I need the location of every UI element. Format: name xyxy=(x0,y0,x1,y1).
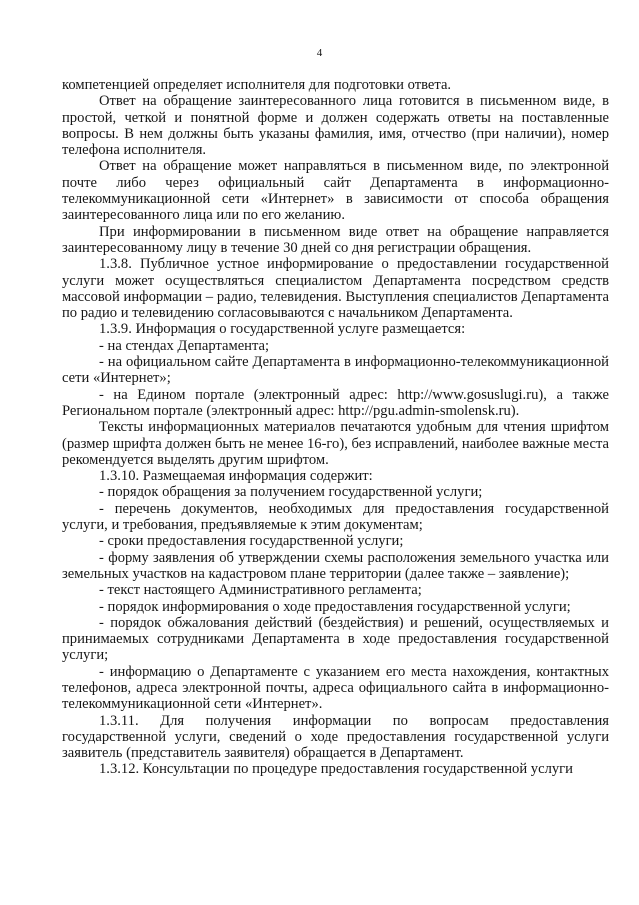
paragraph-1-3-9: 1.3.9. Информация о государственной услуге размещается: xyxy=(99,321,466,338)
list-item-documents: - перечень документов, необходимых для предоставления государственной услуги, и требования, предъявляемые к этим документам; xyxy=(62,500,609,534)
page-number: 4 xyxy=(316,47,323,59)
paragraph-1-3-10: 1.3.10. Размещаемая информация содержит: xyxy=(99,468,373,485)
list-item-official-site: - на официальном сайте Департамента в информационно-телекоммуникационной сети «Интернет»; xyxy=(62,354,609,387)
paragraph-1-3-8: 1.3.8. Публичное устное информирование о предоставлении государственной услуги может осуществляться специалистом Департамента посредством средств массовой информации – радио, телевидения. Выступления специалистов Департамента по радио и телевидению согласовываются с начальником Департамента. xyxy=(62,256,609,322)
list-item-application-form: - форму заявления об утверждении схемы расположения земельного участка или земельных участков на кадастровом плане территории (далее также – заявление); xyxy=(62,549,609,582)
list-item-stands: - на стендах Департамента; xyxy=(99,337,270,354)
paragraph-1-3-11: 1.3.11. Для получения информации по вопросам предоставления государственной услуги, сведений о ходе предоставления государственной услуги заявитель (представитель заявителя) обращается в Департамент. xyxy=(62,712,609,762)
list-item-department-info: - информацию о Департаменте с указанием его места нахождения, контактных телефонов, адреса электронной почты, адреса официального сайта в информационно-телекоммуникационной сети «Интернет». xyxy=(62,663,609,713)
list-item-portals: - на Едином портале (электронный адрес: http://www.gosuslugi.ru), а также Региональном портале (электронный адрес: http://pgu.admin-smolensk.ru). xyxy=(62,386,609,419)
paragraph-font-requirements: Тексты информационных материалов печатаются удобным для чтения шрифтом (размер шрифта должен быть не менее 16-го), без исправлений, наиболее важные места рекомендуется выделять другим шрифтом. xyxy=(62,419,609,468)
paragraph-continuation: компетенцией определяет исполнителя для подготовки ответа. xyxy=(62,77,452,93)
list-item-terms: - сроки предоставления государственной услуги; xyxy=(99,533,404,550)
paragraph-answer-form: Ответ на обращение заинтересованного лица готовится в письменном виде, в простой, четкой и понятной форме и должен содержать ответы на поставленные вопросы. В нем должны быть указаны фамилия, имя, отчество (при наличии), номер телефона исполнителя. xyxy=(62,93,609,159)
paragraph-1-3-12: 1.3.12. Консультации по процедуре предоставления государственной услуги xyxy=(99,761,573,778)
paragraph-answer-delivery: Ответ на обращение может направляться в письменном виде, по электронной почте либо через официальный сайт Департамента в информационно-телекоммуникационной сети «Интернет» в зависимости от способа обращения заинтересованного лица или по его желанию. xyxy=(62,158,609,224)
list-item-progress-info: - порядок информирования о ходе предоставления государственной услуги; xyxy=(99,598,571,615)
list-item-regulation-text: - текст настоящего Административного регламента; xyxy=(99,582,422,599)
list-item-appeal-procedure: - порядок обжалования действий (бездействия) и решений, осуществляемых и принимаемых сотрудниками Департамента в ходе предоставления государственной услуги; xyxy=(62,614,609,664)
list-item-application-procedure: - порядок обращения за получением государственной услуги; xyxy=(99,484,483,501)
body-text xyxy=(62,77,609,778)
paragraph-answer-deadline: При информировании в письменном виде ответ на обращение направляется заинтересованному лицу в течение 30 дней со дня регистрации обращения. xyxy=(62,223,609,256)
